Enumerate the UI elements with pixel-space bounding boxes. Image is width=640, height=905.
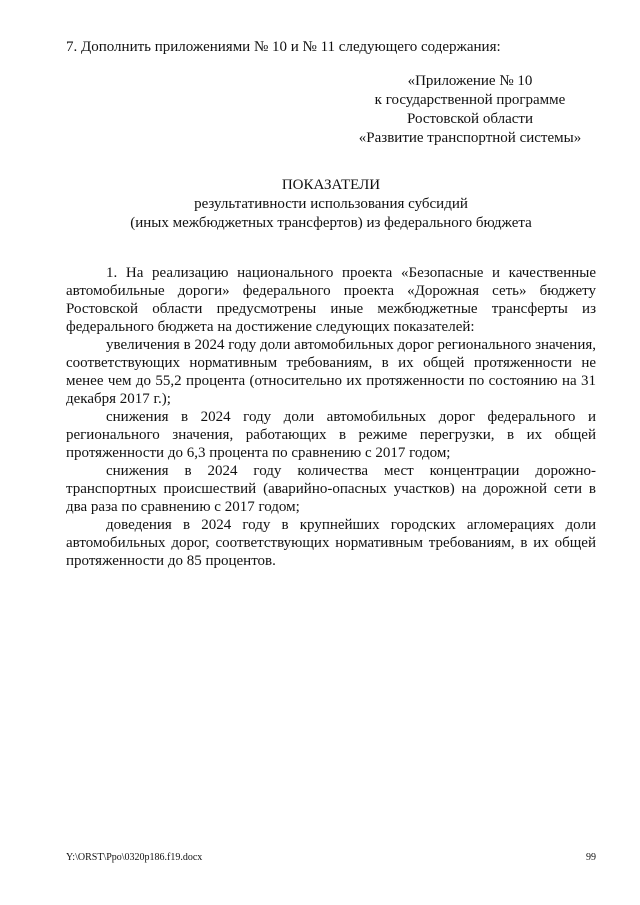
annex-line-4: «Развитие транспортной системы» xyxy=(358,130,582,146)
paragraph-5: доведения в 2024 году в крупнейших городских агломерациях доли автомобильных дорог, соответствующих нормативным требованиям, в их общей протяженности до 85 процентов. xyxy=(66,517,596,569)
file-path: Y:\ORST\Ppo\0320p186.f19.docx xyxy=(66,852,203,863)
paragraph-2: увеличения в 2024 году доли автомобильных дорог регионального значения, соответствующих нормативным требованиям, в их общей протяженности не менее чем до 55,2 процента (относительно их протяженности по состоянию на 31 декабря 2017 г.); xyxy=(66,337,596,407)
paragraph-1: 1. На реализацию национального проекта «Безопасные и качественные автомобильные дороги» федерального проекта «Дорожная сеть» бюджету Ростовской области предусмотрены иные межбюджетные трансферты из федерального бюджета на достижение следующих показателей: xyxy=(66,265,596,335)
heading-subtitle-1: результативности использования субсидий xyxy=(194,196,468,212)
page-number: 99 xyxy=(586,852,596,863)
annex-line-2: к государственной программе xyxy=(374,92,566,108)
annex-line-3: Ростовской области xyxy=(407,111,533,127)
annex-line-1: «Приложение № 10 xyxy=(407,73,533,89)
document-heading xyxy=(66,176,596,233)
annex-header xyxy=(340,72,600,148)
amendment-intro: 7. Дополнить приложениями № 10 и № 11 следующего содержания: xyxy=(66,39,501,55)
document-body xyxy=(66,264,596,570)
paragraph-4: снижения в 2024 году количества мест концентрации дорожно-транспортных происшествий (аварийно-опасных участков) на дорожной сети в два раза по сравнению с 2017 годом; xyxy=(66,463,596,515)
paragraph-3: снижения в 2024 году доли автомобильных дорог федерального и регионального значения, работающих в режиме перегрузки, в их общей протяженности до 6,3 процента по сравнению с 2017 годом; xyxy=(66,409,596,461)
heading-title: ПОКАЗАТЕЛИ xyxy=(281,177,381,193)
heading-subtitle-2: (иных межбюджетных трансфертов) из федерального бюджета xyxy=(130,215,532,231)
